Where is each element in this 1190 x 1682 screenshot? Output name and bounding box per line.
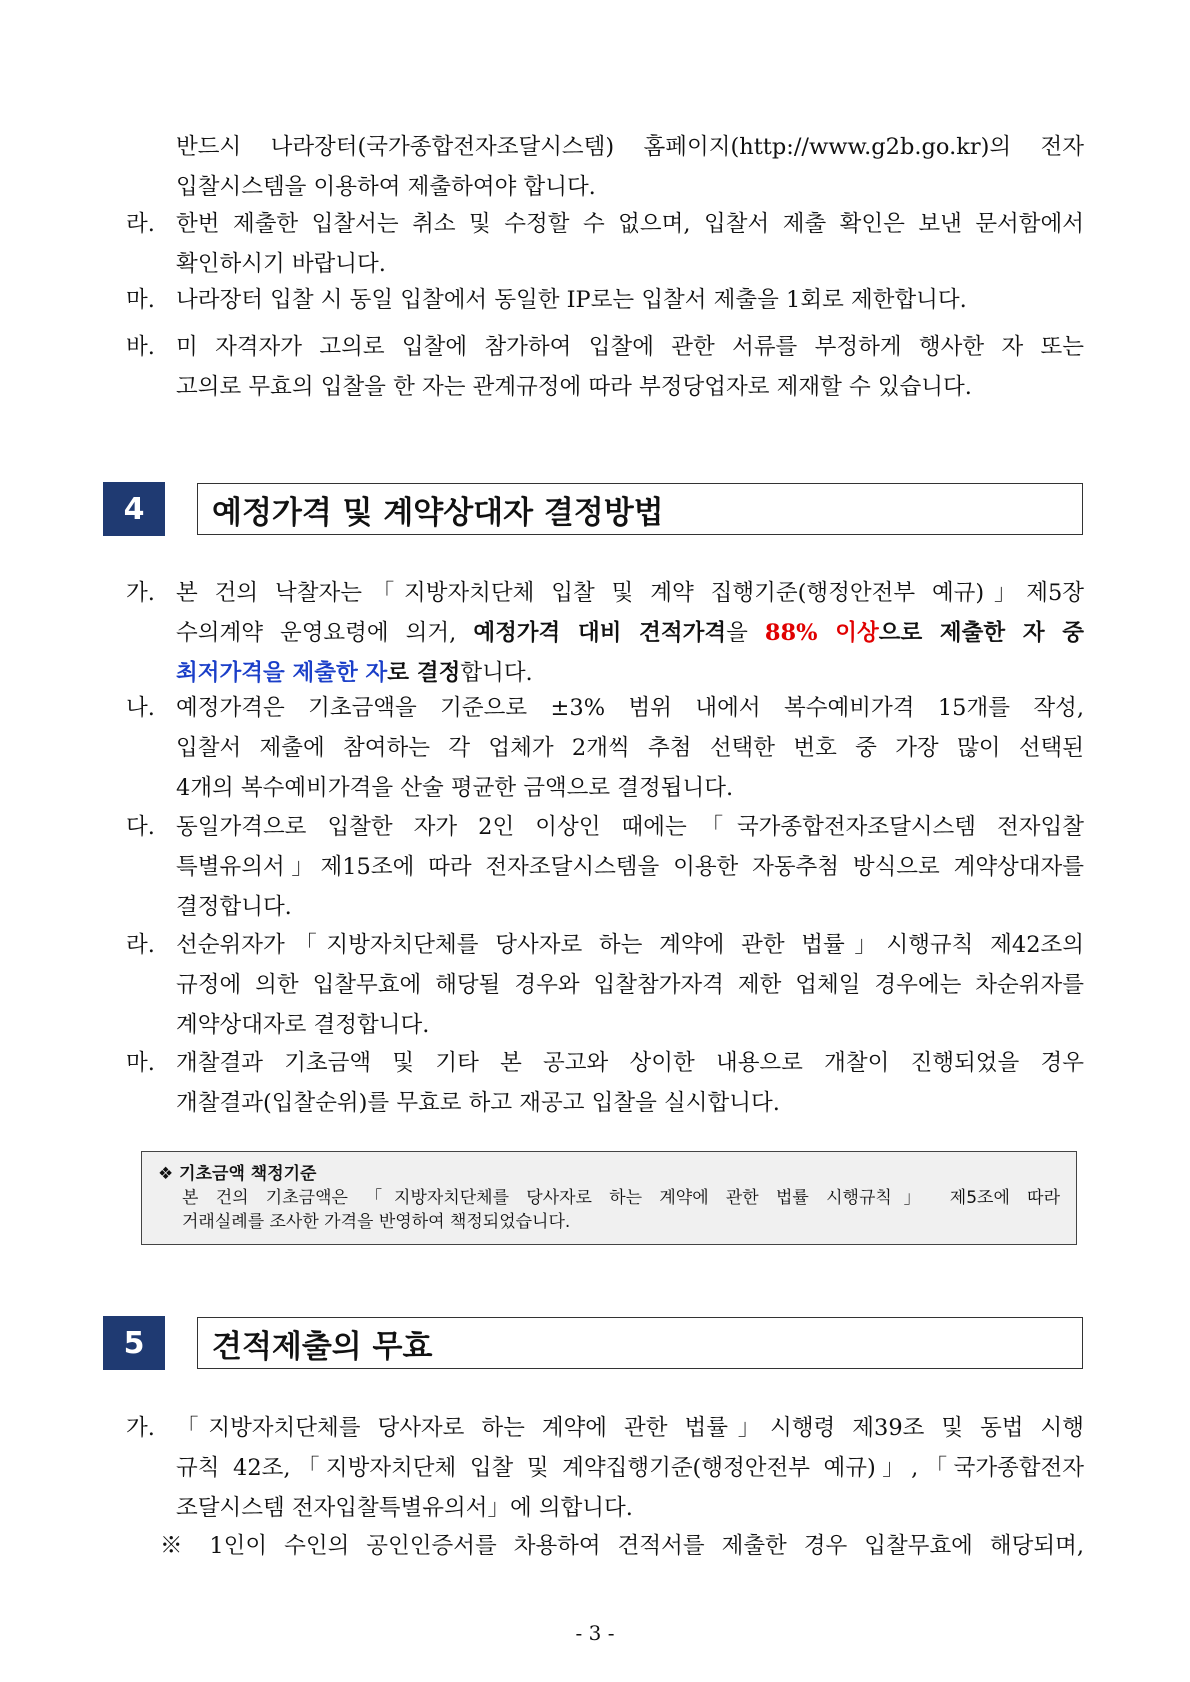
item-marker: 바.: [126, 334, 155, 360]
text-plain: 을: [726, 620, 748, 646]
item-text: 예정가격은 기초금액을 기준으로 ±3% 범위 내에서 복수예비가격 15개를 작성,: [176, 695, 1084, 721]
item-marker: 마.: [126, 1050, 155, 1076]
list-item: [126, 925, 1084, 1045]
section-title: 예정가격 및 계약상대자 결정방법: [197, 483, 1083, 535]
note-box: [141, 1151, 1077, 1245]
diamond-bullet-icon: ❖: [158, 1164, 174, 1184]
note-title: 기초금액 책정기준: [179, 1164, 317, 1184]
item-text: 「지방자치단체를 당사자로 하는 계약에 관한 법률」시행령 제39조 및 동법 시행: [176, 1415, 1084, 1441]
list-item: [126, 280, 1084, 320]
item-text-rich: [176, 653, 1084, 693]
item-text: 본 건의 낙찰자는「지방자치단체 입찰 및 계약 집행기준(행정안전부 예규)」제5장: [176, 580, 1084, 606]
item-text: 개찰결과(입찰순위)를 무효로 하고 재공고 입찰을 실시합니다.: [176, 1090, 780, 1116]
item-text: 4개의 복수예비가격을 산술 평균한 금액으로 결정됩니다.: [176, 775, 734, 801]
section-number: 4: [103, 482, 165, 536]
list-item: [126, 1408, 1084, 1528]
item-marker: 나.: [126, 695, 155, 721]
list-item: [126, 807, 1084, 927]
item-text: 선순위자가「지방자치단체를 당사자로 하는 계약에 관한 법률」시행규칙 제42조의: [176, 932, 1084, 958]
section-number: 5: [103, 1316, 165, 1370]
text-blue-highlight: 최저가격을 제출한 자: [176, 660, 388, 686]
item-text: 결정합니다.: [176, 894, 292, 920]
text-bold: 예정가격 대비 견적가격: [473, 620, 727, 646]
text-plain: 합니다.: [460, 660, 533, 686]
list-item: [126, 327, 1084, 407]
note-line: 거래실례를 조사한 가격을 반영하여 책정되었습니다.: [182, 1212, 571, 1232]
remark-paragraph: [160, 1526, 1084, 1566]
item-marker: 마.: [126, 287, 155, 313]
item-text: 동일가격으로 입찰한 자가 2인 이상인 때에는「국가종합전자조달시스템 전자입찰: [176, 814, 1084, 840]
item-text: 미 자격자가 고의로 입찰에 참가하여 입찰에 관한 서류를 부정하게 행사한 자 또는: [176, 334, 1084, 360]
item-text: 나라장터 입찰 시 동일 입찰에서 동일한 IP로는 입찰서 제출을 1회로 제한합니다.: [176, 287, 967, 313]
item-marker: 가.: [126, 580, 155, 606]
item-text: 규칙 42조,「지방자치단체 입찰 및 계약집행기준(행정안전부 예규)」,「국가종합전자: [176, 1455, 1084, 1481]
text-red-highlight: 88% 이상: [764, 620, 879, 646]
item-text: 고의로 무효의 입찰을 한 자는 관계규정에 따라 부정당업자로 제재할 수 있습니다.: [176, 374, 972, 400]
page-number: - 3 -: [575, 1621, 615, 1645]
item-text: 특별유의서」제15조에 따라 전자조달시스템을 이용한 자동추첨 방식으로 계약상대자를: [176, 854, 1084, 880]
item-text: 개찰결과 기초금액 및 기타 본 공고와 상이한 내용으로 개찰이 진행되었을 경우: [176, 1050, 1084, 1076]
list-item: [126, 573, 1084, 693]
list-item: [126, 1043, 1084, 1123]
remark-line: ※ 1인이 수인의 공인인증서를 차용하여 견적서를 제출한 경우 입찰무효에 해당되며,: [160, 1533, 1084, 1559]
section-title: 견적제출의 무효: [197, 1317, 1083, 1369]
list-item: [126, 204, 1084, 284]
item-marker: 라.: [126, 932, 155, 958]
intro-line: 입찰시스템을 이용하여 제출하여야 합니다.: [176, 174, 596, 200]
item-text: 한번 제출한 입찰서는 취소 및 수정할 수 없으며, 입찰서 제출 확인은 보낸 문서함에서: [176, 211, 1084, 237]
item-text-rich: [176, 613, 1084, 653]
text-bold: 으로 제출한 자 중: [878, 620, 1084, 646]
item-marker: 다.: [126, 814, 155, 840]
note-title-row: [158, 1162, 1060, 1186]
item-text: 확인하시기 바랍니다.: [176, 251, 386, 277]
intro-paragraph: [176, 127, 1084, 207]
item-text: 조달시스템 전자입찰특별유의서」에 의합니다.: [176, 1495, 633, 1521]
intro-line: 반드시 나라장터(국가종합전자조달시스템) 홈페이지(http://www.g2b.go.kr)의 전자: [176, 134, 1084, 160]
note-line: 본 건의 기초금액은 「지방자치단체를 당사자로 하는 계약에 관한 법률 시행규칙」 제5조에 따라: [182, 1188, 1060, 1208]
item-marker: 라.: [126, 211, 155, 237]
item-text: 규정에 의한 입찰무효에 해당될 경우와 입찰참가자격 제한 업체일 경우에는 차순위자를: [176, 972, 1084, 998]
text-bold: 로 결정: [387, 660, 461, 686]
list-item: [126, 688, 1084, 808]
text-plain: 수의계약 운영요령에 의거,: [176, 620, 457, 646]
item-text: 입찰서 제출에 참여하는 각 업체가 2개씩 추첨 선택한 번호 중 가장 많이 선택된: [176, 735, 1084, 761]
item-marker: 가.: [126, 1415, 155, 1441]
item-text: 계약상대자로 결정합니다.: [176, 1012, 430, 1038]
